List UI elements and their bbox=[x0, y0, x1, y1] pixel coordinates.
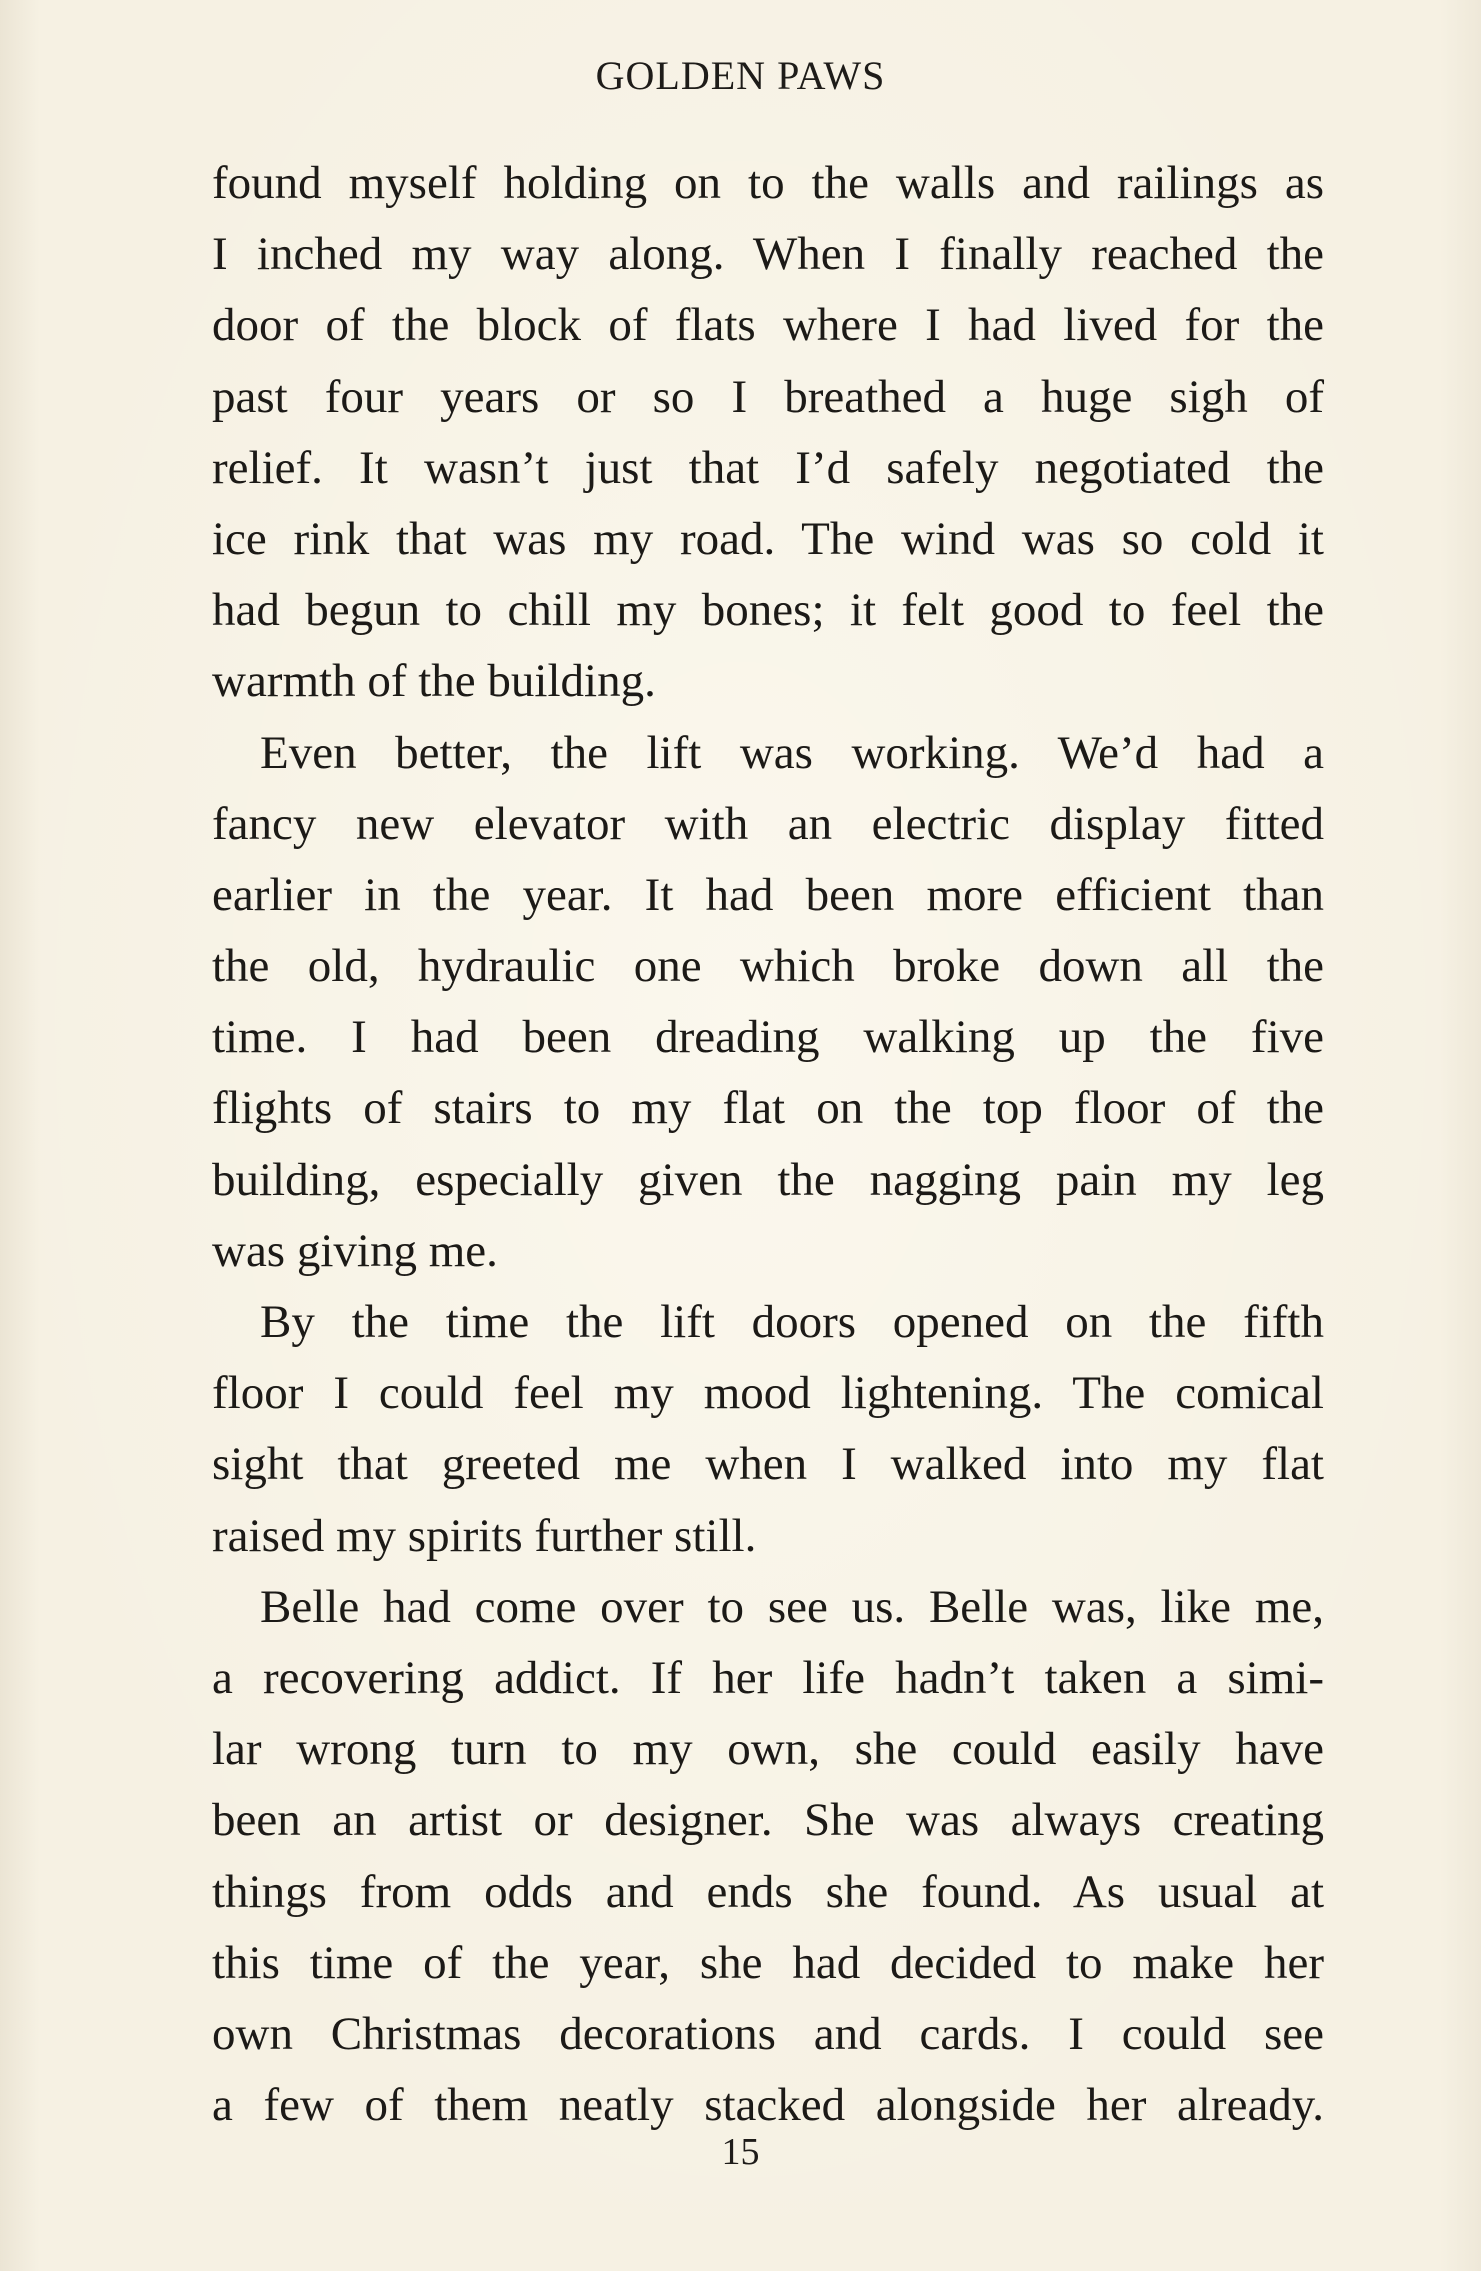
text-line: Even better, the lift was working. We’d had a bbox=[260, 726, 1324, 779]
text-line: been an artist or designer. She was always creating bbox=[212, 1794, 1324, 1847]
text-line: the old, hydraulic one which broke down all the bbox=[212, 940, 1324, 993]
paragraph bbox=[212, 718, 1324, 1288]
text-line: sight that greeted me when I walked into my flat bbox=[212, 1438, 1324, 1491]
text-line: had begun to chill my bones; it felt good to feel the bbox=[212, 584, 1324, 637]
paragraph bbox=[212, 1572, 1324, 2142]
text-line: warmth of the building. bbox=[212, 655, 656, 708]
paragraph bbox=[212, 148, 1324, 718]
text-line: found myself holding on to the walls and railings as bbox=[212, 157, 1324, 209]
text-line: flights of stairs to my flat on the top floor of the bbox=[212, 1082, 1324, 1135]
text-line: fancy new elevator with an electric display fitted bbox=[212, 797, 1324, 850]
text-line: past four years or so I breathed a huge sigh of bbox=[212, 370, 1324, 423]
text-line: floor I could feel my mood lightening. The comical bbox=[212, 1367, 1324, 1420]
text-line: building, especially given the nagging pain my leg bbox=[212, 1153, 1324, 1206]
text-line: ice rink that was my road. The wind was so cold it bbox=[212, 512, 1324, 565]
text-line: earlier in the year. It had been more efficient than bbox=[212, 868, 1324, 921]
text-line: I inched my way along. When I finally reached the bbox=[212, 228, 1324, 281]
body-text bbox=[212, 148, 1324, 2141]
paragraph bbox=[212, 1287, 1324, 1572]
text-line: a recovering addict. If her life hadn’t taken a simi- bbox=[212, 1651, 1324, 1704]
text-line: door of the block of flats where I had lived for the bbox=[212, 299, 1324, 352]
text-line: By the time the lift doors opened on the fifth bbox=[260, 1296, 1324, 1348]
text-line: was giving me. bbox=[212, 1224, 498, 1277]
text-line: time. I had been dreading walking up the five bbox=[212, 1011, 1324, 1064]
running-head-title: GOLDEN PAWS bbox=[595, 53, 886, 98]
text-line: things from odds and ends she found. As usual at bbox=[212, 1865, 1324, 1918]
text-line: a few of them neatly stacked alongside her already. bbox=[212, 2079, 1324, 2132]
page-number: 15 bbox=[721, 2131, 760, 2173]
text-line: Belle had come over to see us. Belle was, like me, bbox=[260, 1580, 1324, 1633]
text-line: this time of the year, she had decided to make her bbox=[212, 1936, 1324, 1989]
text-line: raised my spirits further still. bbox=[212, 1509, 757, 1562]
text-line: lar wrong turn to my own, she could easily have bbox=[212, 1723, 1324, 1776]
text-line: own Christmas decorations and cards. I could see bbox=[212, 2007, 1324, 2060]
text-line: relief. It wasn’t just that I’d safely negotiated the bbox=[212, 441, 1324, 494]
